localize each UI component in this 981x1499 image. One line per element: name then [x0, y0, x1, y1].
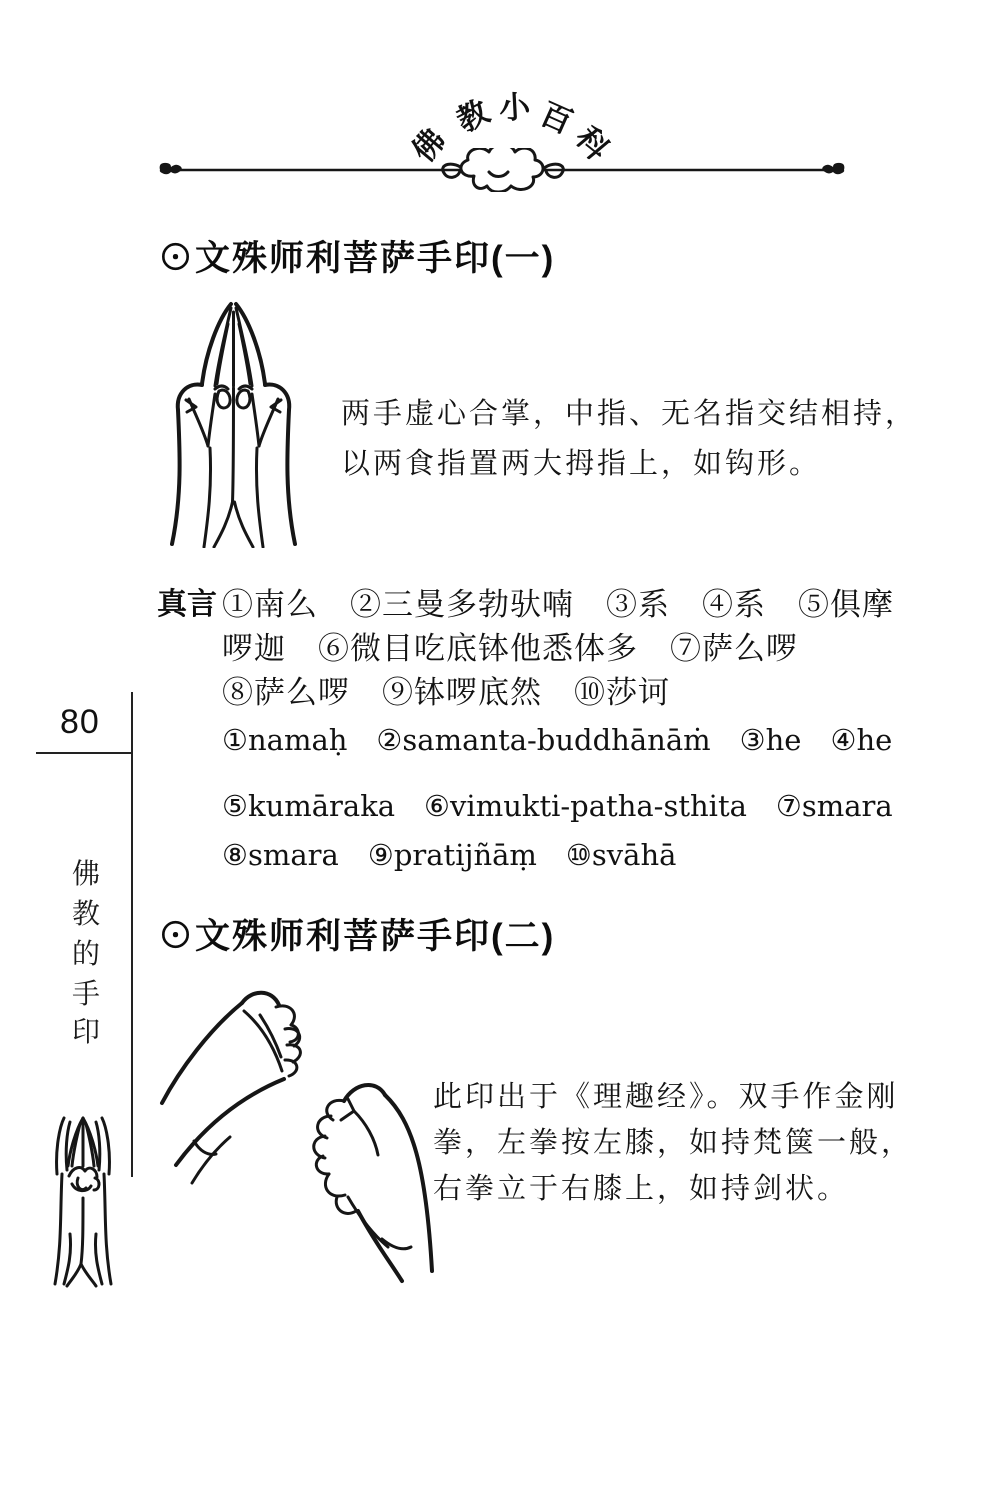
mantra-roman-line: ①namaḥ ②samanta-buddhānāṁ ③he ④he: [222, 723, 893, 757]
arc-title-char: 教: [451, 93, 495, 139]
arc-title-char: 佛: [405, 122, 453, 169]
sidebar-title-char: 的: [71, 939, 100, 970]
mantra-cn-line: 啰迦 ⑥微目吃底钵他悉体多 ⑦萨么啰: [222, 631, 798, 666]
arc-title-char: 科: [568, 120, 616, 167]
mantra-roman-line: ⑤kumāraka ⑥vimukti-patha-sthita ⑦smara: [222, 789, 893, 823]
mudra1-description-line: 两手虚心合掌，中指、无名指交结相持，: [341, 398, 918, 430]
sidebar-title-char: 手: [71, 979, 100, 1010]
sidebar-title-char: 佛: [71, 859, 100, 890]
mudra1-description-line: 以两食指置两大拇指上，如钩形。: [341, 448, 822, 480]
section2-heading: ⊙文殊师利菩萨手印(二): [158, 917, 556, 956]
mudra2-description-line: 此印出于《理趣经》。双手作金刚: [433, 1081, 899, 1113]
section1-heading: ⊙文殊师利菩萨手印(一): [158, 239, 556, 278]
mudra1-joined-palms-illustration: [158, 296, 310, 548]
mantra-roman-line: ⑧smara ⑨pratijñāṃ ⑩svāhā: [222, 838, 677, 872]
header-divider-ornament: [152, 148, 852, 192]
mantra-cn-line: ①南么 ②三曼多勃驮喃 ③系 ④系 ⑤俱摩: [222, 587, 894, 622]
mudra2-description-line: 拳，左拳按左膝，如持梵箧一般，: [433, 1127, 914, 1159]
sidebar-horizontal-rule: [36, 752, 133, 754]
page-number: 80: [60, 703, 100, 741]
sidebar-title-char: 教: [71, 899, 100, 930]
arc-title-char: 百: [535, 95, 578, 141]
mantra-label: 真言: [157, 588, 217, 621]
mantra-cn-line: ⑧萨么啰 ⑨钵啰底然 ⑩莎诃: [222, 675, 670, 710]
mudra2-vajra-fists-illustration: [148, 985, 440, 1315]
sidebar-title-char: 印: [71, 1017, 100, 1048]
sidebar-mudra-illustration: [42, 1112, 124, 1292]
mudra2-description-line: 右拳立于右膝上，如持剑状。: [433, 1173, 850, 1205]
sidebar-vertical-rule: [131, 692, 133, 1177]
arc-title-char: 小: [498, 89, 532, 126]
